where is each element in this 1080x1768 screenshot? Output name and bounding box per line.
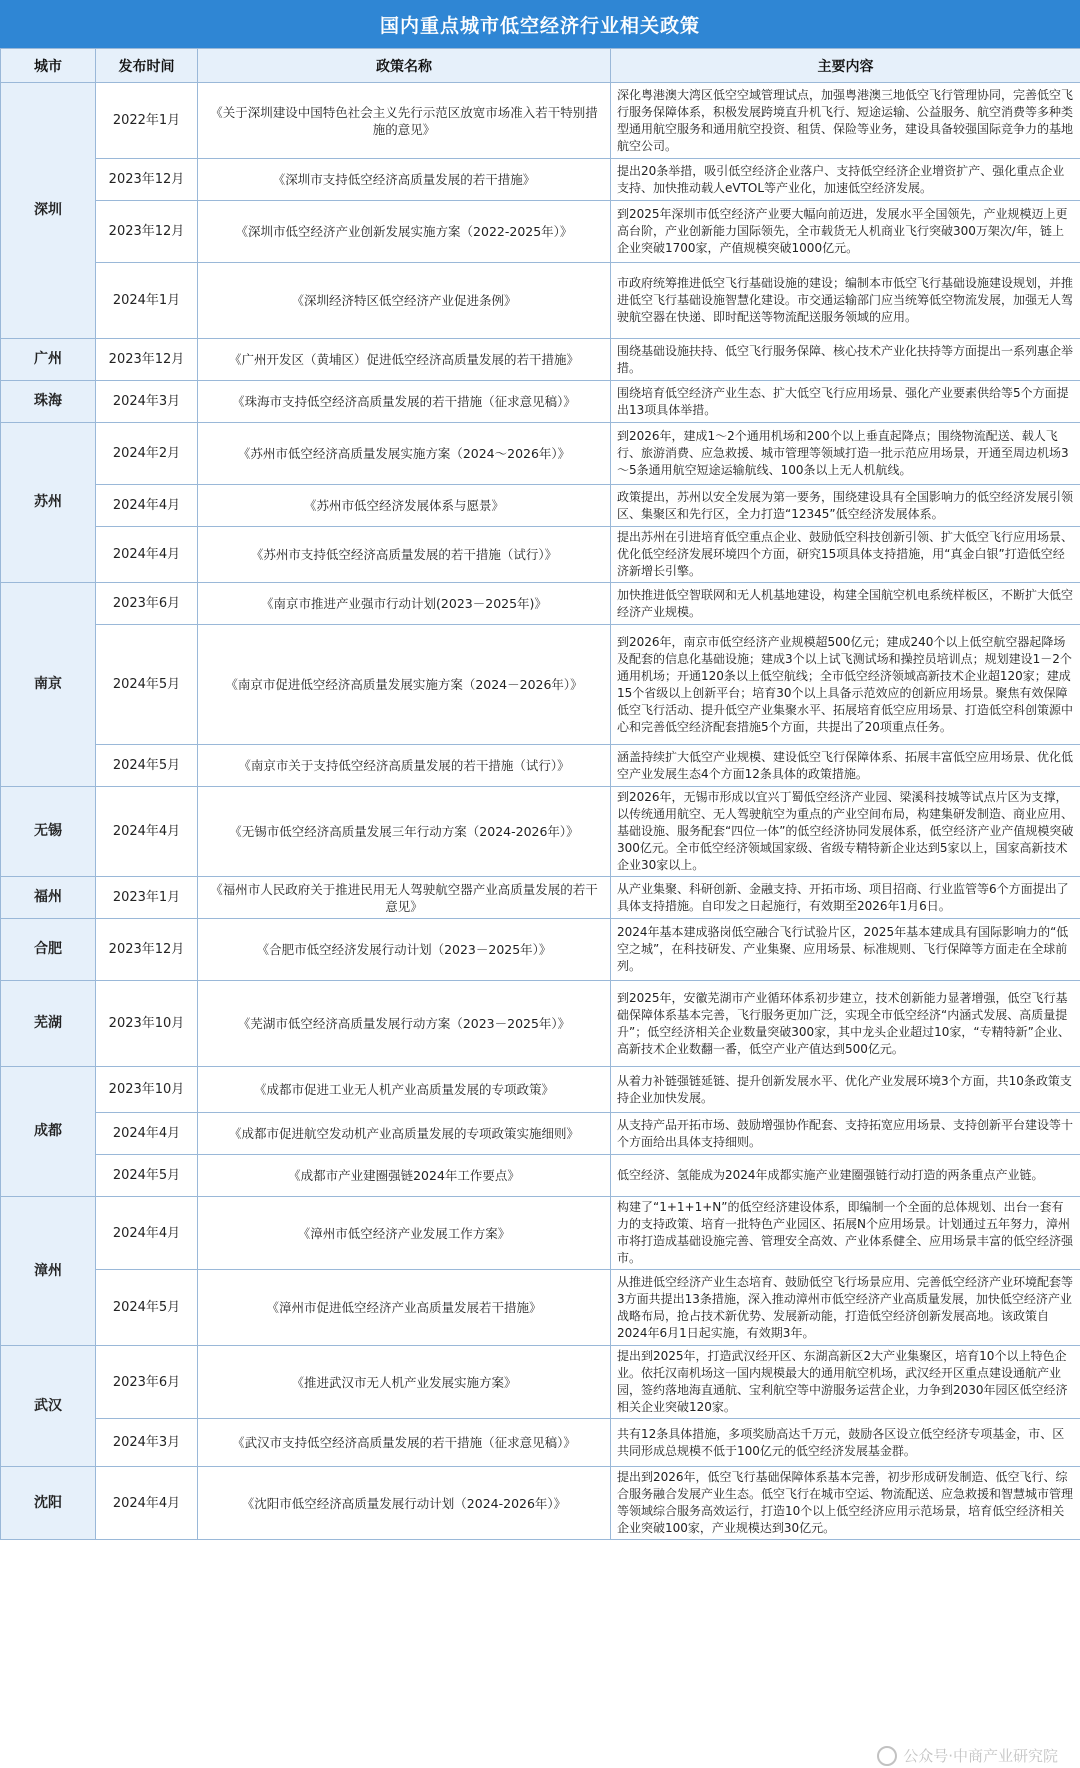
date-cell: 2023年12月 <box>96 339 198 381</box>
policy-name-cell: 《芜湖市低空经济高质量发展行动方案（2023－2025年）》 <box>198 981 611 1067</box>
policy-name-cell: 《苏州市支持低空经济高质量发展的若干措施（试行）》 <box>198 527 611 583</box>
table-row <box>1 787 1080 877</box>
policy-name-cell: 《关于深圳建设中国特色社会主义先行示范区放宽市场准入若干特别措施的意见》 <box>198 83 611 159</box>
main-content-cell: 提出苏州在引进培育低空重点企业、鼓励低空科技创新引领、扩大低空飞行应用场景、优化低空经济发展环境四个方面，研究15项具体支持措施，用“真金白银”打造低空经济新增长引擎。 <box>611 527 1080 583</box>
policy-name-cell: 《南京市关于支持低空经济高质量发展的若干措施（试行）》 <box>198 745 611 787</box>
wechat-icon <box>877 1746 897 1766</box>
table-row <box>1 919 1080 981</box>
date-cell: 2024年5月 <box>96 1155 198 1197</box>
main-content-cell: 从产业集聚、科研创新、金融支持、开拓市场、项目招商、行业监管等6个方面提出了具体支持措施。自印发之日起施行，有效期至2026年1月6日。 <box>611 877 1080 919</box>
main-content-cell: 围绕基础设施扶持、低空飞行服务保障、核心技术产业化扶持等方面提出一系列惠企举措。 <box>611 339 1080 381</box>
main-content-cell: 涵盖持续扩大低空产业规模、建设低空飞行保障体系、拓展丰富低空应用场景、优化低空产业发展生态4个方面12条具体的政策措施。 <box>611 745 1080 787</box>
main-content-cell: 到2026年，建成1～2个通用机场和200个以上垂直起降点；围绕物流配送、载人飞行、旅游消费、应急救援、城市管理等领域打造一批示范应用场景，开通至周边机场3～5条通用航空短途运输航线、100条以上无人机航线。 <box>611 423 1080 485</box>
policy-name-cell: 《成都市产业建圈强链2024年工作要点》 <box>198 1155 611 1197</box>
main-content-cell: 市政府统筹推进低空飞行基础设施的建设；编制本市低空飞行基础设施建设规划，并推进低空飞行基础设施智慧化建设。市交通运输部门应当统筹低空物流发展，加强无人驾驶航空器在快递、即时配送等物流配送服务领域的应用。 <box>611 263 1080 339</box>
header-date: 发布时间 <box>96 49 198 83</box>
date-cell: 2023年6月 <box>96 1346 198 1419</box>
main-content-cell: 构建了“1+1+1+N”的低空经济建设体系，即编制一个全面的总体规划、出台一套有力的支持政策、培育一批特色产业园区、拓展N个应用场景。计划通过五年努力，漳州市将打造成基础设施完善、管理安全高效、产业体系健全、应用场景丰富的低空经济强市。 <box>611 1197 1080 1270</box>
city-cell: 深圳 <box>1 83 96 339</box>
date-cell: 2022年1月 <box>96 83 198 159</box>
policy-name-cell: 《成都市促进航空发动机产业高质量发展的专项政策实施细则》 <box>198 1113 611 1155</box>
table-row <box>1 877 1080 919</box>
table-row <box>1 339 1080 381</box>
policy-name-cell: 《苏州市低空经济发展体系与愿景》 <box>198 485 611 527</box>
policy-name-cell: 《广州开发区（黄埔区）促进低空经济高质量发展的若干措施》 <box>198 339 611 381</box>
policy-name-cell: 《南京市促进低空经济高质量发展实施方案（2024－2026年）》 <box>198 625 611 745</box>
policy-name-cell: 《沈阳市低空经济高质量发展行动计划（2024-2026年）》 <box>198 1467 611 1540</box>
date-cell: 2024年2月 <box>96 423 198 485</box>
table-row <box>1 583 1080 625</box>
date-cell: 2023年10月 <box>96 981 198 1067</box>
header-main-content: 主要内容 <box>611 49 1080 83</box>
table-row <box>1 1270 1080 1346</box>
main-content-cell: 到2026年，无锡市形成以宜兴丁蜀低空经济产业园、梁溪科技城等试点片区为支撑，以传统通用航空、无人驾驶航空为重点的产业空间布局，构建集研发制造、商业应用、基础设施、服务配套“四位一体”的低空经济协同发展体系，低空经济产业产值规模突破300亿元。全市低空经济领域国家级、省级专精特新企业达到5家以上，国家高新技术企业30家以上。 <box>611 787 1080 877</box>
date-cell: 2024年4月 <box>96 1113 198 1155</box>
main-content-cell: 到2026年，南京市低空经济产业规模超500亿元；建成240个以上低空航空器起降场及配套的信息化基础设施；建成3个以上试飞测试场和操控员培训点；规划建设1－2个通用机场；开通120条以上低空航线；全市低空经济领域高新技术企业超120家；建成15个省级以上创新平台；培育30个以上具备示范效应的创新应用场景。聚焦有效保障低空飞行活动、提升低空产业集聚水平、拓展培育低空应用场景、打造低空科创策源中心和完善低空经济配套措施5个方面，共提出了20项重点任务。 <box>611 625 1080 745</box>
city-cell: 成都 <box>1 1067 96 1197</box>
policy-name-cell: 《成都市促进工业无人机产业高质量发展的专项政策》 <box>198 1067 611 1113</box>
date-cell: 2024年4月 <box>96 787 198 877</box>
main-content-cell: 低空经济、氢能成为2024年成都实施产业建圈强链行动打造的两条重点产业链。 <box>611 1155 1080 1197</box>
table-row <box>1 1467 1080 1540</box>
table-row <box>1 263 1080 339</box>
date-cell: 2023年12月 <box>96 159 198 201</box>
policy-name-cell: 《漳州市低空经济产业发展工作方案》 <box>198 1197 611 1270</box>
policy-name-cell: 《无锡市低空经济高质量发展三年行动方案（2024-2026年）》 <box>198 787 611 877</box>
policy-name-cell: 《深圳市低空经济产业创新发展实施方案（2022-2025年）》 <box>198 201 611 263</box>
policy-table <box>0 48 1080 1540</box>
main-content-cell: 共有12条具体措施，多项奖励高达千万元，鼓励各区设立低空经济专项基金，市、区共同形成总规模不低于100亿元的低空经济发展基金群。 <box>611 1419 1080 1467</box>
main-content-cell: 到2025年深圳市低空经济产业要大幅向前迈进，发展水平全国领先，产业规模迈上更高台阶，产业创新能力国际领先，全市载货无人机商业飞行突破300万架次/年，链上企业突破1700家，产值规模突破1000亿元。 <box>611 201 1080 263</box>
header-policy-name: 政策名称 <box>198 49 611 83</box>
table-header <box>1 49 1080 83</box>
watermark <box>877 1745 1058 1766</box>
policy-name-cell: 《南京市推进产业强市行动计划(2023－2025年)》 <box>198 583 611 625</box>
main-content-cell: 提出到2026年，低空飞行基础保障体系基本完善，初步形成研发制造、低空飞行、综合服务融合发展产业生态。低空飞行在城市空运、物流配送、应急救援和智慧城市管理等领域综合服务高效运行，打造10个以上低空经济应用示范场景，培育低空经济相关企业突破100家，产业规模达到30亿元。 <box>611 1467 1080 1540</box>
main-content-cell: 深化粤港澳大湾区低空空域管理试点，加强粤港澳三地低空飞行管理协同，完善低空飞行服务保障体系，积极发展跨境直升机飞行、短途运输、公益服务、航空消费等多种类型通用航空服务和通用航空投资、租赁、保险等业务，建设具备较强国际竞争力的基地航空公司。 <box>611 83 1080 159</box>
date-cell: 2024年3月 <box>96 381 198 423</box>
date-cell: 2024年4月 <box>96 527 198 583</box>
city-cell: 武汉 <box>1 1346 96 1467</box>
date-cell: 2023年1月 <box>96 877 198 919</box>
city-cell: 芜湖 <box>1 981 96 1067</box>
main-content-cell: 2024年基本建成骆岗低空融合飞行试验片区，2025年基本建成具有国际影响力的“低空之城”，在科技研发、产业集聚、应用场景、标准规则、飞行保障等方面走在全球前列。 <box>611 919 1080 981</box>
policy-name-cell: 《珠海市支持低空经济高质量发展的若干措施（征求意见稿）》 <box>198 381 611 423</box>
table-row <box>1 1155 1080 1197</box>
city-cell: 苏州 <box>1 423 96 583</box>
main-content-cell: 提出到2025年，打造武汉经开区、东湖高新区2大产业集聚区，培育10个以上特色企业。依托汉南机场这一国内规模最大的通用航空机场，武汉经开区重点建设通航产业园，签约落地海直通航、宝利航空等中游服务运营企业，力争到2030年园区低空经济相关企业突破120家。 <box>611 1346 1080 1419</box>
main-content-cell: 政策提出，苏州以安全发展为第一要务，围绕建设具有全国影响力的低空经济发展引领区、集聚区和先行区，全力打造“12345”低空经济发展体系。 <box>611 485 1080 527</box>
table-row <box>1 1346 1080 1419</box>
table-row <box>1 1419 1080 1467</box>
date-cell: 2024年5月 <box>96 625 198 745</box>
policy-name-cell: 《福州市人民政府关于推进民用无人驾驶航空器产业高质量发展的若干意见》 <box>198 877 611 919</box>
main-content-cell: 加快推进低空智联网和无人机基地建设，构建全国航空机电系统样板区，不断扩大低空经济产业规模。 <box>611 583 1080 625</box>
policy-name-cell: 《苏州市低空经济高质量发展实施方案（2024～2026年）》 <box>198 423 611 485</box>
city-cell: 珠海 <box>1 381 96 423</box>
table-row <box>1 423 1080 485</box>
policy-name-cell: 《深圳市支持低空经济高质量发展的若干措施》 <box>198 159 611 201</box>
main-content-cell: 到2025年，安徽芜湖市产业循环体系初步建立，技术创新能力显著增强，低空飞行基础保障体系基本完善，飞行服务更加广泛，实现全市低空经济“内涵式发展、高质量提升”；低空经济相关企业数量突破300家，其中龙头企业超过10家，“专精特新”企业、高新技术企业数翻一番，低空产业产值达到500亿元。 <box>611 981 1080 1067</box>
city-cell: 漳州 <box>1 1197 96 1346</box>
table-body <box>1 83 1080 1540</box>
main-content-cell: 从着力补链强链延链、提升创新发展水平、优化产业发展环境3个方面，共10条政策支持企业加快发展。 <box>611 1067 1080 1113</box>
table-row <box>1 1197 1080 1270</box>
main-content-cell: 从推进低空经济产业生态培育、鼓励低空飞行场景应用、完善低空经济产业环境配套等3方面共提出13条措施，深入推动漳州市低空经济产业高质量发展，加快低空经济产业战略布局，抢占技术新优势、发展新动能，打造低空经济创新发展高地。该政策自2024年6月1日起实施，有效期3年。 <box>611 1270 1080 1346</box>
city-cell: 合肥 <box>1 919 96 981</box>
table-row <box>1 1113 1080 1155</box>
table-row <box>1 527 1080 583</box>
date-cell: 2024年5月 <box>96 1270 198 1346</box>
table-row <box>1 981 1080 1067</box>
date-cell: 2024年3月 <box>96 1419 198 1467</box>
city-cell: 福州 <box>1 877 96 919</box>
watermark-text: 公众号·中商产业研究院 <box>903 1747 1058 1765</box>
policy-name-cell: 《武汉市支持低空经济高质量发展的若干措施（征求意见稿）》 <box>198 1419 611 1467</box>
table-row <box>1 745 1080 787</box>
table-row <box>1 159 1080 201</box>
date-cell: 2024年5月 <box>96 745 198 787</box>
date-cell: 2024年4月 <box>96 1467 198 1540</box>
date-cell: 2023年12月 <box>96 919 198 981</box>
date-cell: 2023年12月 <box>96 201 198 263</box>
policy-name-cell: 《深圳经济特区低空经济产业促进条例》 <box>198 263 611 339</box>
date-cell: 2023年6月 <box>96 583 198 625</box>
table-row <box>1 83 1080 159</box>
table-row <box>1 625 1080 745</box>
city-cell: 沈阳 <box>1 1467 96 1540</box>
main-content-cell: 围绕培育低空经济产业生态、扩大低空飞行应用场景、强化产业要素供给等5个方面提出13项具体举措。 <box>611 381 1080 423</box>
table-row <box>1 1067 1080 1113</box>
date-cell: 2024年4月 <box>96 485 198 527</box>
table-row <box>1 381 1080 423</box>
table-row <box>1 201 1080 263</box>
table-title: 国内重点城市低空经济行业相关政策 <box>0 0 1080 48</box>
date-cell: 2024年1月 <box>96 263 198 339</box>
city-cell: 南京 <box>1 583 96 787</box>
header-city: 城市 <box>1 49 96 83</box>
date-cell: 2023年10月 <box>96 1067 198 1113</box>
main-content-cell: 提出20条举措，吸引低空经济企业落户、支持低空经济企业增资扩产、强化重点企业支持、加快推动载人eVTOL等产业化，加速低空经济发展。 <box>611 159 1080 201</box>
city-cell: 广州 <box>1 339 96 381</box>
city-cell: 无锡 <box>1 787 96 877</box>
policy-name-cell: 《漳州市促进低空经济产业高质量发展若干措施》 <box>198 1270 611 1346</box>
date-cell: 2024年4月 <box>96 1197 198 1270</box>
policy-name-cell: 《合肥市低空经济发展行动计划（2023－2025年）》 <box>198 919 611 981</box>
table-row <box>1 485 1080 527</box>
main-content-cell: 从支持产品开拓市场、鼓励增强协作配套、支持拓宽应用场景、支持创新平台建设等十个方面给出具体支持细则。 <box>611 1113 1080 1155</box>
policy-name-cell: 《推进武汉市无人机产业发展实施方案》 <box>198 1346 611 1419</box>
